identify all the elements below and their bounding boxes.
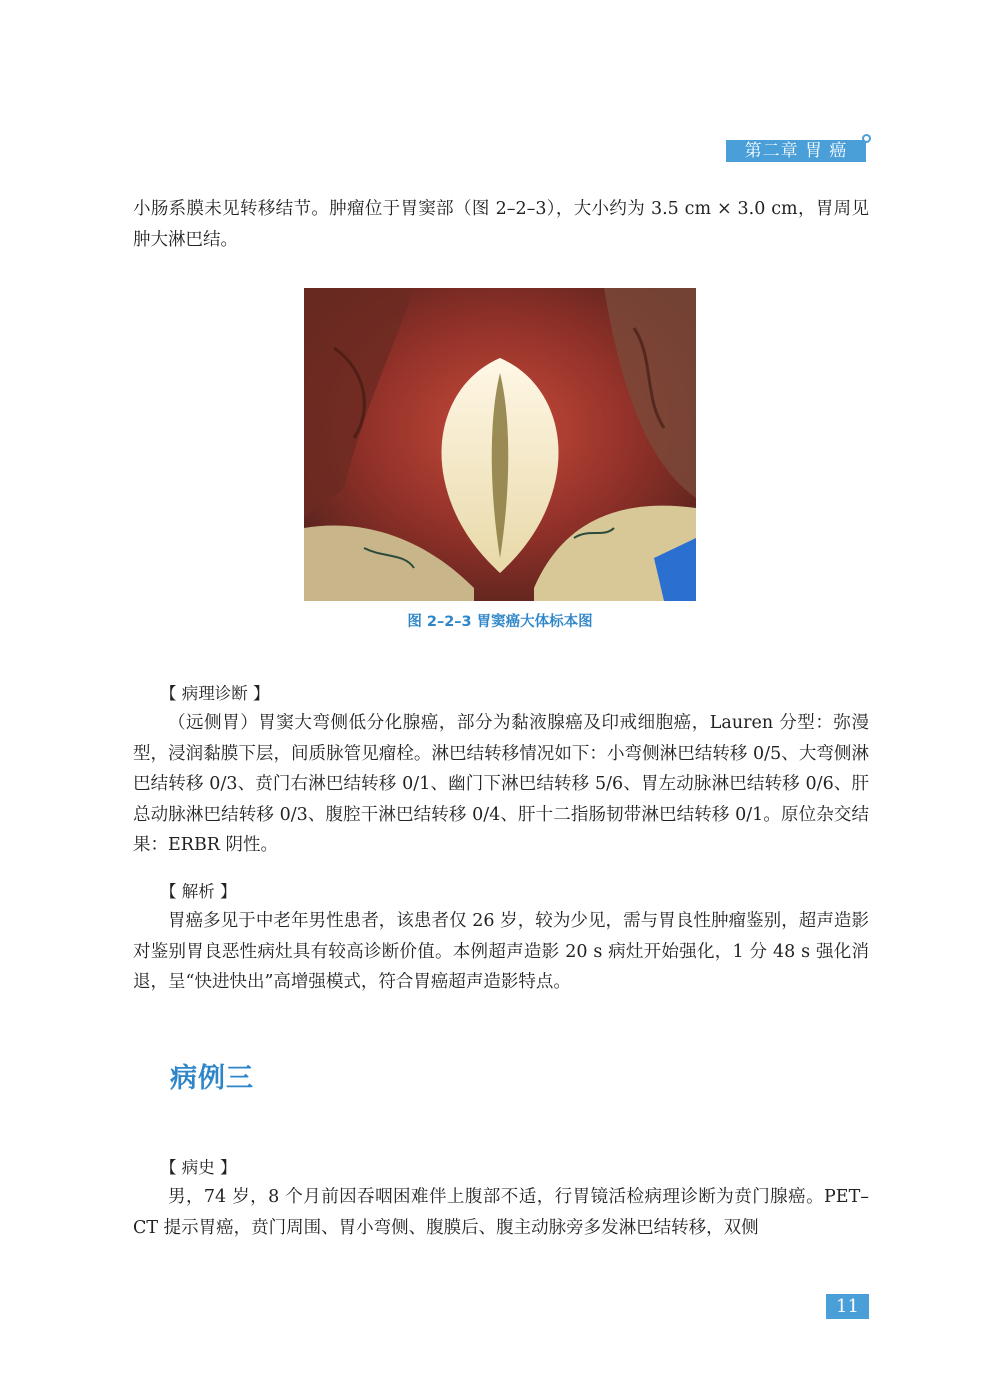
chapter-header-dot-icon: [862, 134, 871, 143]
pathology-heading: 【 病理诊断 】: [160, 684, 270, 703]
analysis-heading: 【 解析 】: [160, 882, 237, 901]
history-text: 男，74 岁，8 个月前因吞咽困难伴上腹部不适，行胃镜活检病理诊断为贲门腺癌。PET–CT 提示胃癌，贲门周围、胃小弯侧、腹膜后、腹主动脉旁多发淋巴结转移，双侧: [133, 1187, 869, 1238]
specimen-figure: [304, 288, 696, 601]
history-heading: 【 病史 】: [160, 1158, 237, 1177]
case-three-title: 病例三: [170, 1063, 254, 1094]
specimen-photo: [304, 288, 696, 601]
intro-paragraph: 小肠系膜未见转移结节。肿瘤位于胃窦部（图 2–2–3），大小约为 3.5 cm × 3.0 cm，胃周见肿大淋巴结。: [133, 199, 869, 250]
page-number: 11: [826, 1294, 869, 1319]
analysis-text: 胃癌多见于中老年男性患者，该患者仅 26 岁，较为少见，需与胃良性肿瘤鉴别，超声造影对鉴别胃良恶性病灶具有较高诊断价值。本例超声造影 20 s 病灶开始强化，1 分 48 s 强化消退，呈“快进快出”高增强模式，符合胃癌超声造影特点。: [133, 911, 869, 992]
chapter-header: 第二章 胃 癌: [726, 140, 866, 162]
figure-caption: 图 2–2–3 胃窦癌大体标本图: [407, 614, 593, 630]
pathology-text: （远侧胃）胃窦大弯侧低分化腺癌，部分为黏液腺癌及印戒细胞癌，Lauren 分型：弥漫型，浸润黏膜下层，间质脉管见瘤栓。淋巴结转移情况如下：小弯侧淋巴结转移 0/5、大弯侧淋巴结转移 0/3、贲门右淋巴结转移 0/1、幽门下淋巴结转移 5/6、胃左动脉淋巴结转移 0/6、肝总动脉淋巴结转移 0/3、腹腔干淋巴结转移 0/4、肝十二指肠韧带淋巴结转移 0/1。原位杂交结果：ERBR 阴性。: [133, 713, 869, 855]
